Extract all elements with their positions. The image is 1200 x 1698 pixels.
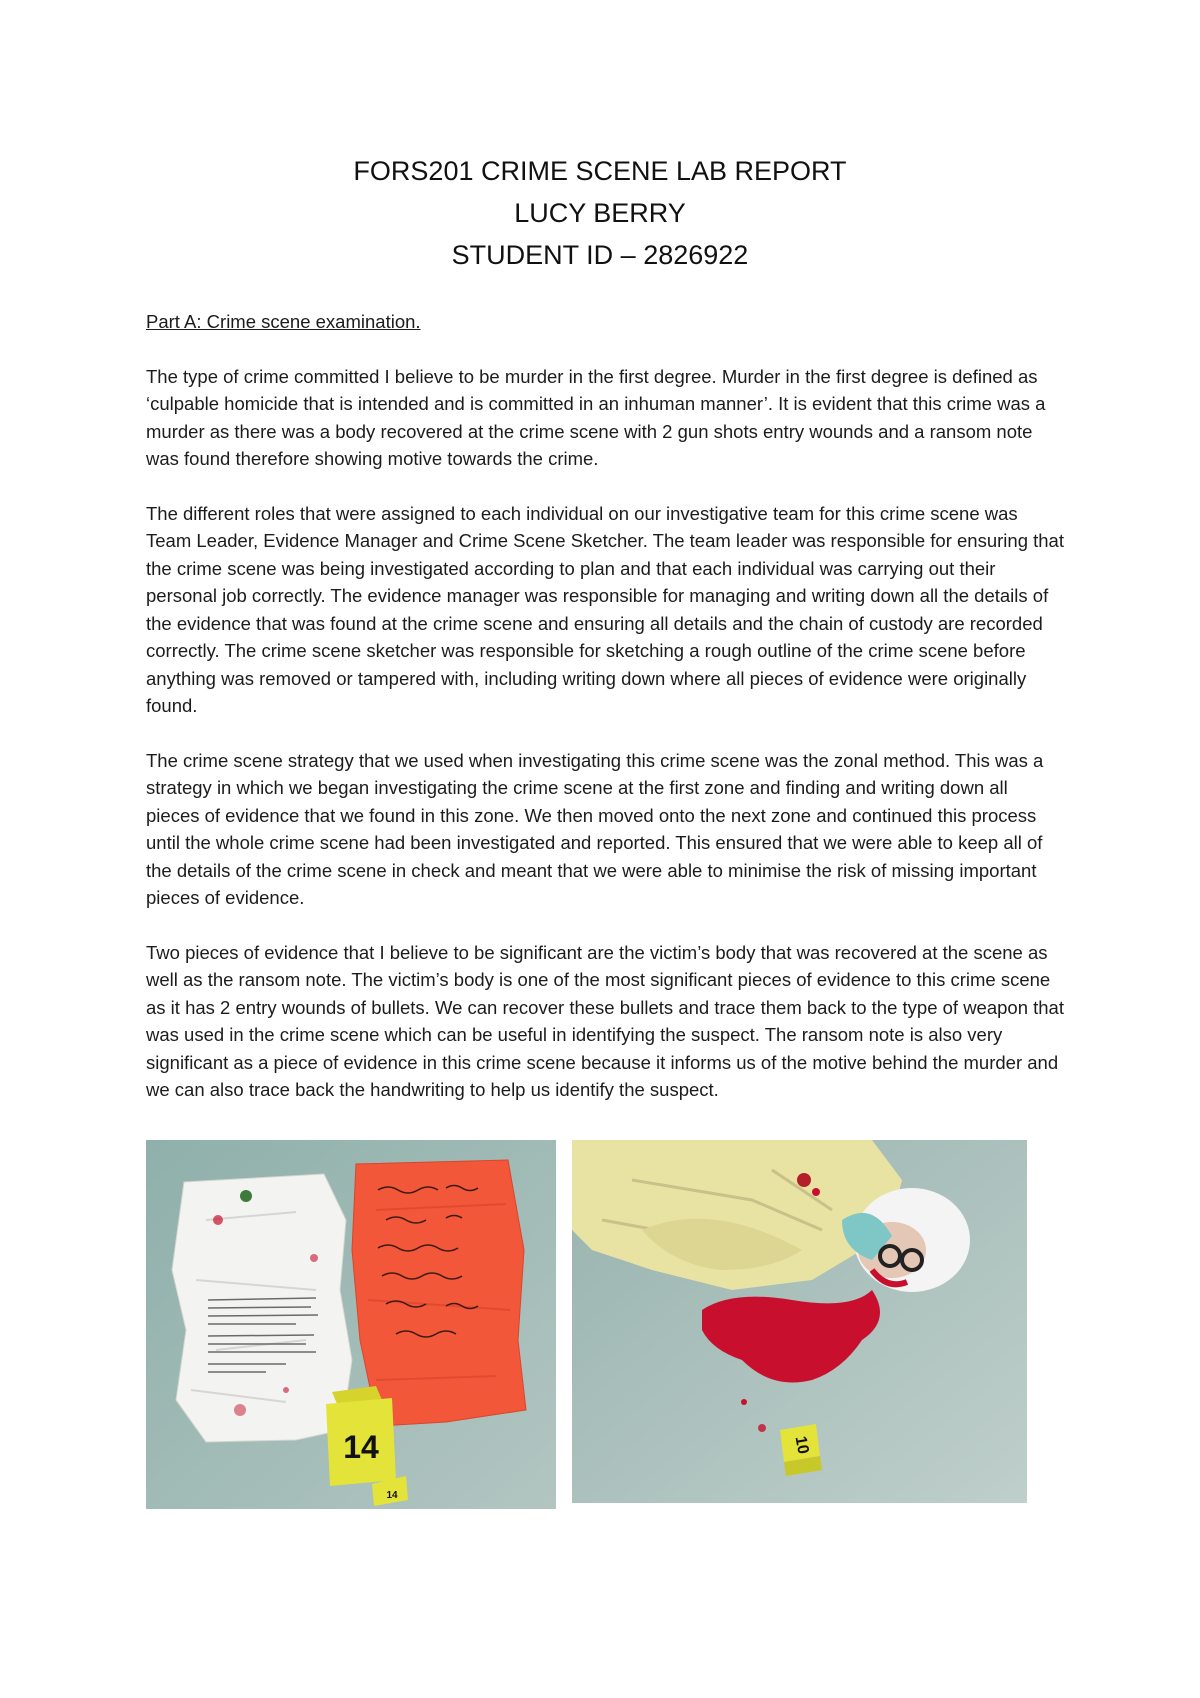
- orange-ransom-note: [352, 1160, 526, 1426]
- crumpled-letter: [172, 1174, 352, 1442]
- evidence-photo-ransom-note: [146, 1140, 556, 1509]
- marker-14-label: 14: [343, 1429, 379, 1465]
- title-block: [0, 150, 1200, 276]
- report-title: FORS201 CRIME SCENE LAB REPORT: [353, 156, 847, 186]
- victim-body-scene: [572, 1140, 1027, 1503]
- ransom-note-scene: [146, 1140, 556, 1509]
- paragraph-team-roles: The different roles that were assigned to each individual on our investigative team for this crime scene was Team Leader, Evidence Manager and Crime Scene Sketcher. The team leader was responsible for ensuring that the crime scene was being investigated according to plan and that each individual was carrying out their personal job correctly. The evidence manager was responsible for managing and writing down all the details of the evidence that was found at the crime scene and ensuring all details and the chain of custody are recorded correctly. The crime scene sketcher was responsible for sketching a rough outline of the crime scene before anything was removed or tampered with, including writing down where all pieces of evidence were originally found.: [146, 502, 1064, 716]
- student-name: LUCY BERRY: [514, 198, 686, 228]
- evidence-photo-victim-body: [572, 1140, 1027, 1503]
- student-id: STUDENT ID – 2826922: [451, 240, 749, 270]
- section-heading-part-a: Part A: Crime scene examination.: [146, 311, 421, 332]
- marker-10-label: 10: [791, 1434, 812, 1456]
- evidence-marker-10: [780, 1424, 822, 1476]
- paragraph-significant-evidence: Two pieces of evidence that I believe to be significant are the victim’s body that was recovered at the scene as well as the ransom note. The victim’s body is one of the most significant pieces of evidence to this crime scene as it has 2 entry wounds of bullets. We can recover these bullets and trace them back to the type of weapon that was used in the crime scene which can be useful in identifying the suspect. The ransom note is also very significant as a piece of evidence in this crime scene because it informs us of the motive behind the murder and we can also trace back the handwriting to help us identify the suspect.: [146, 941, 1064, 1100]
- paragraph-scene-strategy: The crime scene strategy that we used when investigating this crime scene was the zonal method. This was a strategy in which we began investigating the crime scene at the first zone and finding and writing down all pieces of evidence that we found in this zone. We then moved onto the next zone and continued this process until the whole crime scene had been investigated and reported. This ensured that we were able to keep all of the details of the crime scene in check and meant that we were able to minimise the risk of missing important pieces of evidence.: [146, 749, 1044, 908]
- paragraph-crime-type: The type of crime committed I believe to be murder in the first degree. Murder in the first degree is defined as ‘culpable homicide that is intended and is committed in an inhuman manner’. It is evident that this crime was a murder as there was a body recovered at the crime scene with 2 gun shots entry wounds and a ransom note was found therefore showing motive towards the crime.: [146, 365, 1046, 469]
- marker-14-small-label: 14: [386, 1490, 398, 1501]
- report-body: [146, 308, 1066, 1131]
